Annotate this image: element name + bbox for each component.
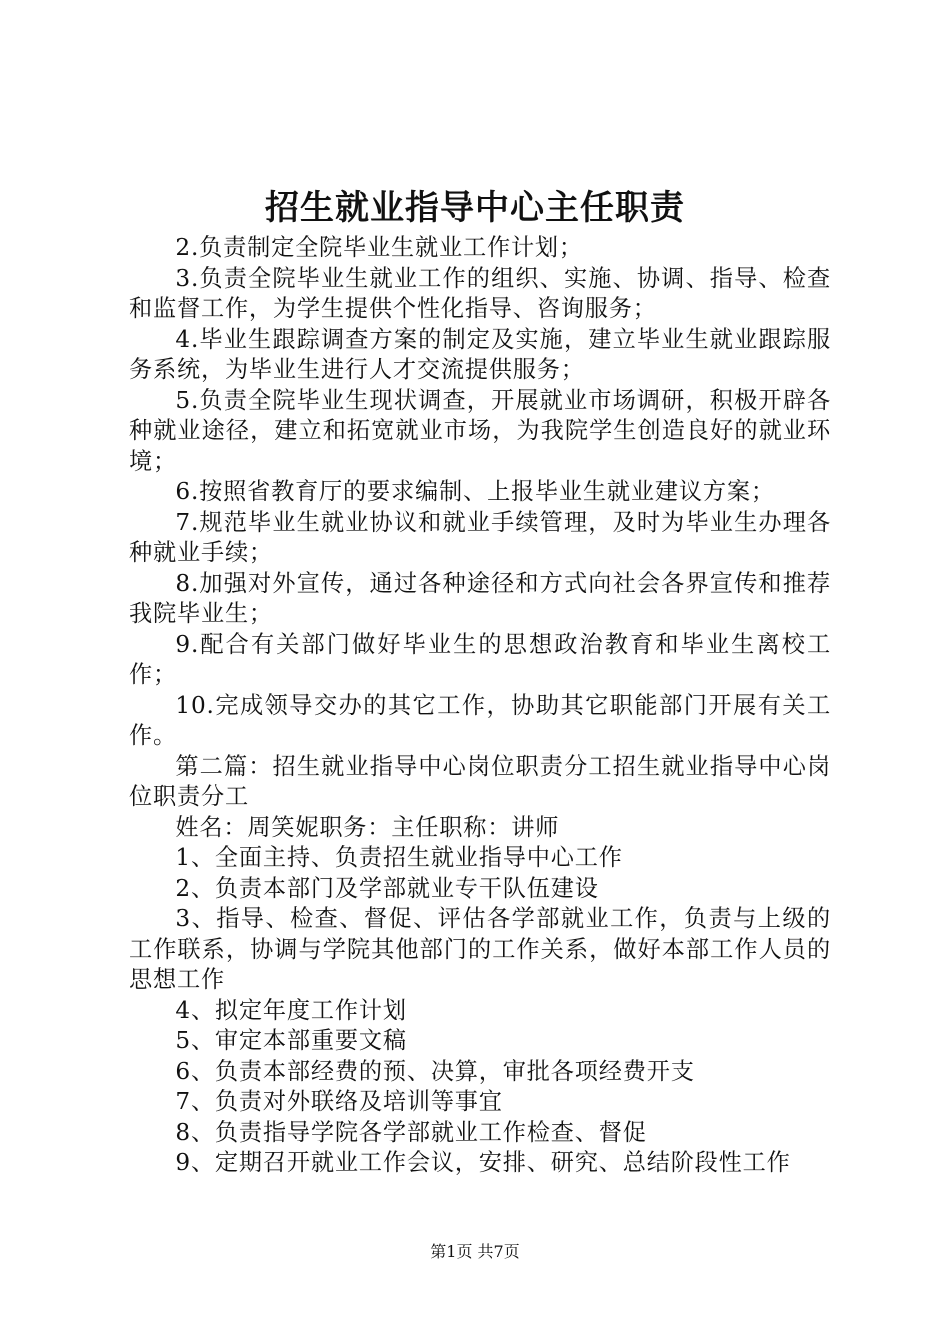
duty-item: 2、负责本部门及学部就业专干队伍建设 bbox=[175, 874, 599, 902]
paragraph: 10.完成领导交办的其它工作，协助其它职能部门开展有关工作。 bbox=[129, 691, 831, 749]
duty-item: 9、定期召开就业工作会议，安排、研究、总结阶段性工作 bbox=[175, 1149, 791, 1176]
page-number-footer: 第1页 共7页 bbox=[430, 1242, 520, 1261]
duty-item: 6、负责本部经费的预、决算，审批各项经费开支 bbox=[175, 1057, 695, 1085]
paragraph: 4.毕业生跟踪调查方案的制定及实施，建立毕业生就业跟踪服务系统，为毕业生进行人才交流提供服务； bbox=[129, 325, 831, 383]
duty-item: 7、负责对外联络及培训等事宜 bbox=[175, 1088, 503, 1115]
duty-item: 1、全面主持、负责招生就业指导中心工作 bbox=[175, 844, 623, 871]
document-body bbox=[129, 233, 831, 1179]
paragraph: 3.负责全院毕业生就业工作的组织、实施、协调、指导、检查和监督工作，为学生提供个性化指导、咨询服务； bbox=[129, 264, 831, 322]
paragraph: 7.规范毕业生就业协议和就业手续管理，及时为毕业生办理各种就业手续； bbox=[129, 508, 831, 566]
personnel-info-line: 姓名：周笑妮职务：主任职称：讲师 bbox=[175, 813, 560, 841]
duty-item: 4、拟定年度工作计划 bbox=[175, 996, 407, 1024]
section-heading-paragraph: 第二篇：招生就业指导中心岗位职责分工招生就业指导中心岗位职责分工 bbox=[129, 752, 831, 810]
paragraph: 5.负责全院毕业生现状调查，开展就业市场调研，积极开辟各种就业途径，建立和拓宽就业市场，为我院学生创造良好的就业环境； bbox=[129, 386, 831, 475]
paragraph: 6.按照省教育厅的要求编制、上报毕业生就业建议方案； bbox=[175, 478, 775, 505]
paragraph: 8.加强对外宣传，通过各种途径和方式向社会各界宣传和推荐我院毕业生； bbox=[129, 569, 831, 627]
paragraph: 2.负责制定全院毕业生就业工作计划； bbox=[175, 234, 583, 261]
paragraph: 9.配合有关部门做好毕业生的思想政治教育和毕业生离校工作； bbox=[129, 630, 831, 688]
duty-item: 8、负责指导学院各学部就业工作检查、督促 bbox=[175, 1118, 647, 1146]
document-title: 招生就业指导中心主任职责 bbox=[265, 188, 685, 228]
duty-item: 3、指导、检查、督促、评估各学部就业工作，负责与上级的工作联系，协调与学院其他部门的工作关系，做好本部工作人员的思想工作 bbox=[129, 905, 831, 993]
duty-item: 5、审定本部重要文稿 bbox=[175, 1027, 407, 1054]
